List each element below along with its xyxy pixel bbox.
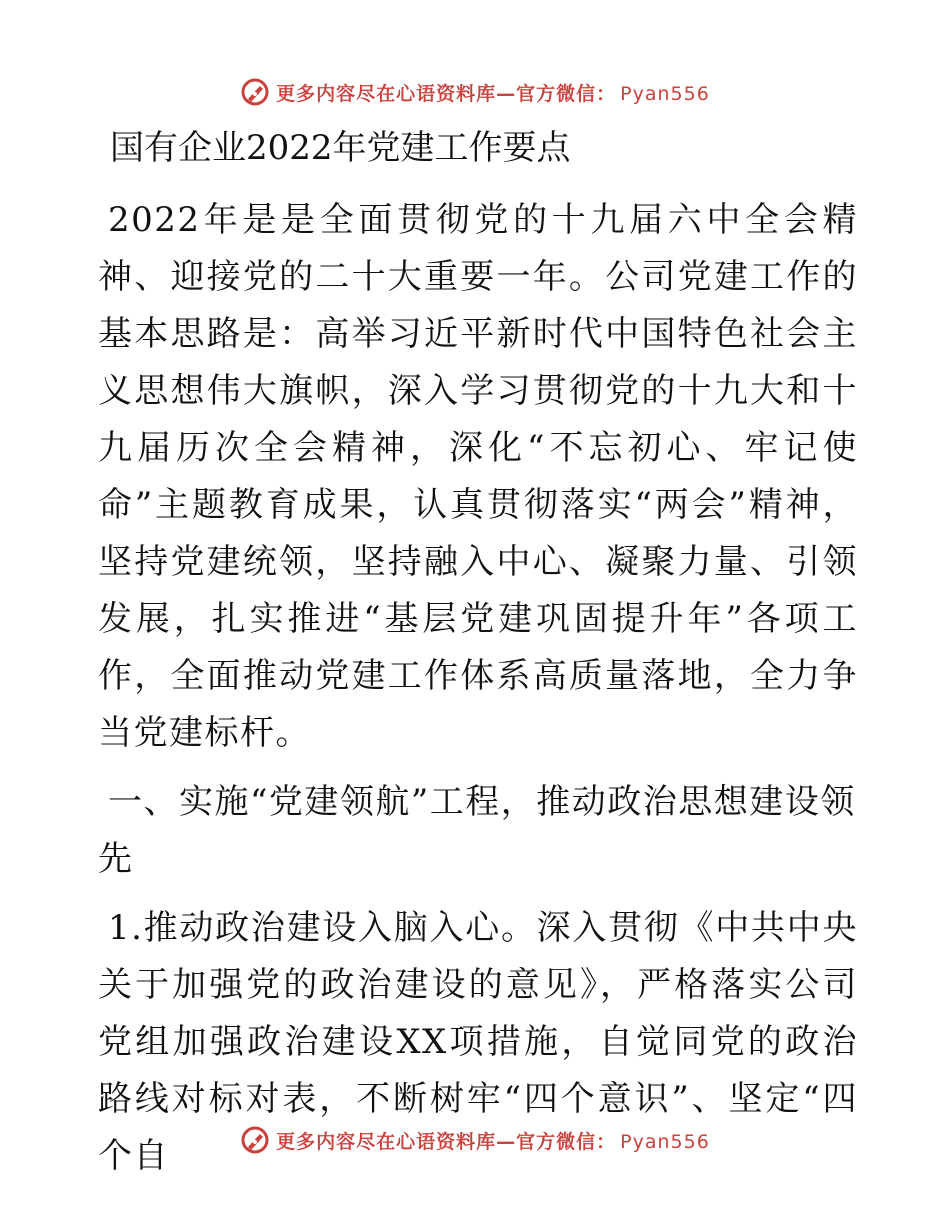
watermark-id: Pyan556: [620, 82, 710, 105]
intro-paragraph: [98, 192, 858, 762]
section-heading-1: [98, 774, 858, 888]
item-1-text: 1.推动政治建设入脑入心。深入贯彻《中共中央关于加强党的政治建设的意见》，严格落实公司党组加强政治建设XX项措施，自觉同党的政治路线对标对表，不断树牢“四个意识”、坚定“四个自: [98, 908, 858, 1176]
watermark-header: [0, 72, 950, 112]
watermark-text: 更多内容尽在心语资料库—官方微信： Pyan556: [276, 1130, 710, 1153]
pen-logo-icon: [240, 1125, 270, 1155]
watermark-id: Pyan556: [620, 1130, 710, 1153]
document-body: [98, 122, 858, 1197]
watermark-footer: [0, 1120, 950, 1160]
pen-logo-icon: [240, 77, 270, 107]
section-heading-1-text: 一、实施“党建领航”工程，推动政治思想建设领先: [98, 782, 856, 879]
document-title: 国有企业2022年党建工作要点: [110, 128, 571, 168]
intro-text: 2022年是是全面贯彻党的十九届六中全会精神、迎接党的二十大重要一年。公司党建工作的基本思路是：高举习近平新时代中国特色社会主义思想伟大旗帜，深入学习贯彻党的十九大和十九届历次全会精神，深化“不忘初心、牢记使命”主题教育成果，认真贯彻落实“两会”精神，坚持党建统领，坚持融入中心、凝聚力量、引领发展，扎实推进“基层党建巩固提升年”各项工作，全面推动党建工作体系高质量落地，全力争当党建标杆。: [98, 200, 858, 753]
watermark-text: 更多内容尽在心语资料库—官方微信： Pyan556: [276, 82, 710, 105]
